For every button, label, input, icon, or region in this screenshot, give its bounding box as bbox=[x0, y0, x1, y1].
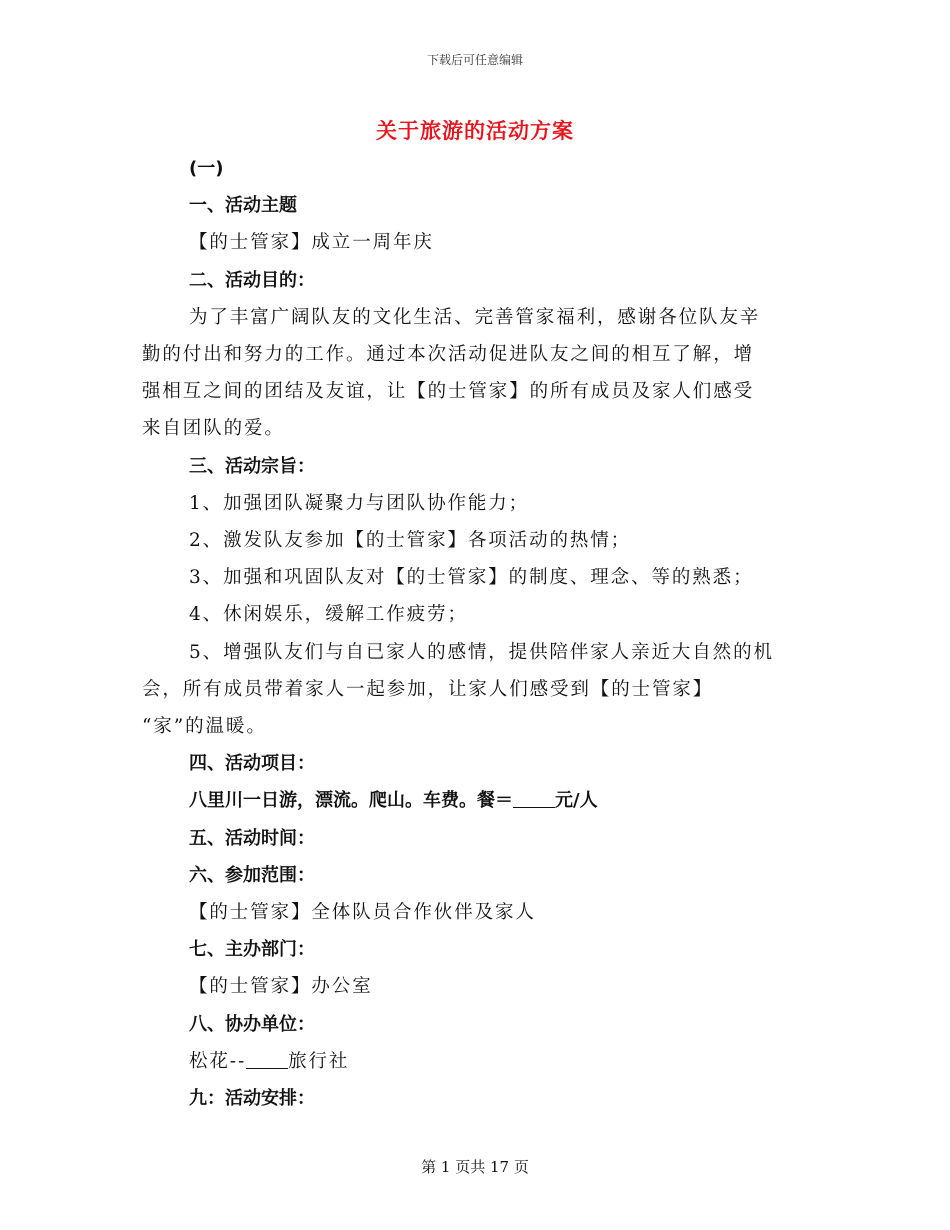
arrangement-heading: 九：活动安排： bbox=[189, 1088, 315, 1110]
purpose-line-2: 勤的付出和努力的工作。通过本次活动促进队友之间的相互了解，增 bbox=[142, 344, 755, 366]
tenet-item-3: 3、加强和巩固队友对【的士管家】的制度、理念、等的熟悉； bbox=[189, 567, 754, 589]
purpose-line-1: 为了丰富广阔队友的文化生活、完善管家福利，感谢各位队友辛 bbox=[189, 306, 761, 328]
organizer-heading: 七、主办部门： bbox=[189, 939, 315, 961]
time-heading: 五、活动时间： bbox=[189, 827, 315, 849]
project-text bbox=[142, 782, 812, 819]
project-heading: 四、活动项目： bbox=[189, 753, 315, 775]
tenet-item-5-line-1: 5、增强队友们与自已家人的感情，提供陪伴家人亲近大自然的机 bbox=[189, 641, 774, 663]
purpose-line-3: 强相互之间的团结及友谊，让【的士管家】的所有成员及家人们感受 bbox=[142, 381, 755, 403]
project-text-after: 元/人 bbox=[555, 790, 598, 812]
tenet-item-5-line-2: 会，所有成员带着家人一起参加，让家人们感受到【的士管家】 bbox=[142, 678, 714, 700]
section-marker: (一) bbox=[189, 158, 224, 179]
scope-heading: 六、参加范围： bbox=[189, 864, 315, 886]
theme-heading: 一、活动主题 bbox=[189, 195, 297, 217]
co-organizer-text bbox=[142, 1043, 812, 1080]
tenet-item-1: 1、加强团队凝聚力与团队协作能力； bbox=[189, 492, 530, 514]
purpose-line-4: 来自团队的爱。 bbox=[142, 418, 285, 440]
project-text-before: 八里川一日游，漂流。爬山。车费。餐＝ bbox=[189, 790, 513, 812]
tenet-item-2: 2、激发队友参加【的士管家】各项活动的热情； bbox=[189, 530, 632, 552]
document-body bbox=[142, 150, 812, 1117]
page-header: 下载后可任意编辑 bbox=[426, 53, 523, 67]
co-organizer-text-after: 旅行社 bbox=[288, 1050, 350, 1072]
co-organizer-text-before: 松花-- bbox=[189, 1050, 247, 1072]
tenet-item-4: 4、休闲娱乐，缓解工作疲劳； bbox=[189, 604, 468, 626]
tenets-heading: 三、活动宗旨： bbox=[189, 455, 315, 477]
theme-text: 【的士管家】成立一周年庆 bbox=[189, 232, 434, 254]
scope-text: 【的士管家】全体队员合作伙伴及家人 bbox=[189, 902, 536, 924]
document-title: 关于旅游的活动方案 bbox=[376, 118, 574, 143]
page-footer: 第 1 页共 17 页 bbox=[421, 1158, 529, 1176]
organizer-text: 【的士管家】办公室 bbox=[189, 976, 373, 998]
fill-in-blank bbox=[246, 1046, 288, 1069]
tenet-item-5-line-3: “家”的温暖。 bbox=[142, 716, 267, 738]
fill-in-blank bbox=[513, 785, 555, 808]
purpose-heading: 二、活动目的： bbox=[189, 269, 315, 291]
co-organizer-heading: 八、协办单位： bbox=[189, 1013, 315, 1035]
